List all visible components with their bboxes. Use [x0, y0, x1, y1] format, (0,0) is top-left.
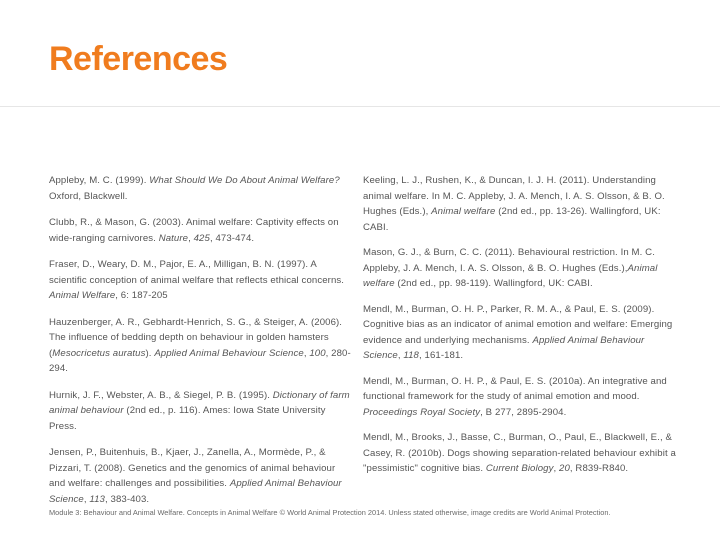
- ref-text: Fraser, D., Weary, D. M., Pajor, E. A., Milligan, B. N. (1997). A scientific conception of animal welfare that reflects ethical concerns.: [49, 259, 345, 286]
- ref-italic: 113: [89, 493, 105, 505]
- ref-italic: Applied Animal Behaviour Science: [49, 478, 342, 505]
- footer-credit: Module 3: Behaviour and Animal Welfare. Concepts in Animal Welfare © World Animal Protection 2014. Unless stated otherwise, image credits are World Animal Protection.: [49, 508, 611, 517]
- ref-italic: 118: [403, 350, 419, 361]
- ref-italic: Mesocricetus auratus: [52, 347, 146, 359]
- reference-entry: [49, 173, 354, 204]
- reference-entry: [363, 173, 681, 235]
- ref-text: , R839-R840.: [569, 463, 629, 474]
- ref-italic: 20: [559, 463, 570, 474]
- ref-text: , 280-294.: [49, 347, 351, 374]
- ref-text: ,: [188, 232, 194, 244]
- reference-entry: [363, 430, 681, 477]
- ref-text: , 383-403.: [104, 493, 150, 505]
- ref-text: , B 277, 2895-2904.: [480, 406, 567, 418]
- ref-text: Hurnik, J. F., Webster, A. B., & Siegel, P. B. (1995).: [49, 389, 273, 401]
- reference-entry: [49, 257, 354, 304]
- ref-italic: 425: [193, 232, 210, 244]
- ref-text: ,: [303, 347, 310, 359]
- ref-text: ,: [83, 493, 90, 505]
- ref-text: , 473-474.: [209, 232, 255, 244]
- reference-entry: [49, 445, 354, 507]
- ref-text: ,: [553, 463, 560, 474]
- title-divider: [0, 106, 720, 107]
- ref-text: Mendl, M., Burman, O. H. P., Parker, R. M. A., & Paul, E. S. (2009). Cognitive bias as an indicator of animal emotion and welfare: Emerging evidence and underlying mechanisms.: [363, 303, 673, 346]
- ref-text: ).: [145, 347, 155, 359]
- ref-text: (2nd ed., pp. 98-119). Wallingford, UK: CABI.: [394, 278, 593, 289]
- reference-entry: [49, 388, 354, 435]
- ref-italic: Dictionary of farm animal behaviour: [49, 389, 350, 416]
- references-left-column: [49, 173, 354, 518]
- ref-italic: Animal welfare: [363, 262, 658, 289]
- ref-text: Mendl, M., Brooks, J., Basse, C., Burman, O., Paul, E., Blackwell, E., & Casey, R. (2010b). Dogs showing separation-related behaviour exhibit a "pessimistic" cognitive bias.: [363, 432, 676, 474]
- ref-text: Jensen, P., Buitenhuis, B., Kjaer, J., Zanella, A., Mormède, P., & Pizzari, T. (2008). Genetics and the genomics of animal behaviour and welfare: challenges and possibilities.: [49, 447, 336, 489]
- ref-text: Appleby, M. C. (1999).: [49, 175, 150, 186]
- ref-text: Mason, G. J., & Burn, C. C. (2011). Behavioural restriction. In M. C. Appleby, J. A. Mench, I. A. S. Olsson, & B. O. Hughes (Eds.),: [363, 247, 655, 274]
- reference-entry: [363, 374, 681, 421]
- ref-text: Oxford, Blackwell.: [49, 190, 128, 202]
- ref-text: Clubb, R., & Mason, G. (2003). Animal welfare: Captivity effects on wide-ranging carnivores.: [49, 217, 339, 244]
- page-title: References: [49, 40, 228, 78]
- ref-text: (2nd ed., p. 116). Ames: Iowa State University Press.: [49, 405, 326, 432]
- ref-text: (2nd ed., pp. 13-26). Wallingford, UK: CABI.: [363, 206, 661, 233]
- ref-italic: Animal welfare: [431, 206, 496, 217]
- ref-text: Keeling, L. J., Rushen, K., & Duncan, I. J. H. (2011). Understanding animal welfare. In M. C. Appleby, J. A. Mench, I. A. S. Olsson, & B. O. Hughes (Eds.),: [363, 175, 665, 217]
- ref-italic: Applied Animal Behaviour Science: [154, 347, 304, 359]
- reference-entry: [49, 315, 354, 377]
- ref-italic: Proceedings Royal Society: [363, 406, 481, 418]
- ref-italic: Animal Welfare: [49, 290, 116, 301]
- reference-entry: [363, 245, 681, 292]
- ref-italic: What Should We Do About Animal Welfare?: [149, 175, 340, 186]
- ref-italic: Nature: [158, 232, 189, 244]
- ref-italic: Current Biology: [485, 463, 554, 474]
- ref-text: , 6: 187-205: [115, 290, 168, 301]
- references-right-column: [363, 173, 681, 487]
- ref-text: , 161-181.: [418, 350, 464, 361]
- ref-italic: 100: [309, 347, 326, 359]
- ref-text: ,: [397, 350, 404, 361]
- reference-entry: [363, 302, 681, 364]
- ref-text: Mendl, M., Burman, O. H. P., & Paul, E. S. (2010a). An integrative and functional framework for the study of animal emotion and mood.: [363, 375, 667, 402]
- ref-italic: Applied Animal Behaviour Science: [363, 334, 645, 361]
- reference-entry: [49, 215, 354, 246]
- ref-text: Hauzenberger, A. R., Gebhardt-Henrich, S. G., & Steiger, A. (2006). The influence of bedding depth on behaviour in golden hamsters (: [49, 316, 343, 359]
